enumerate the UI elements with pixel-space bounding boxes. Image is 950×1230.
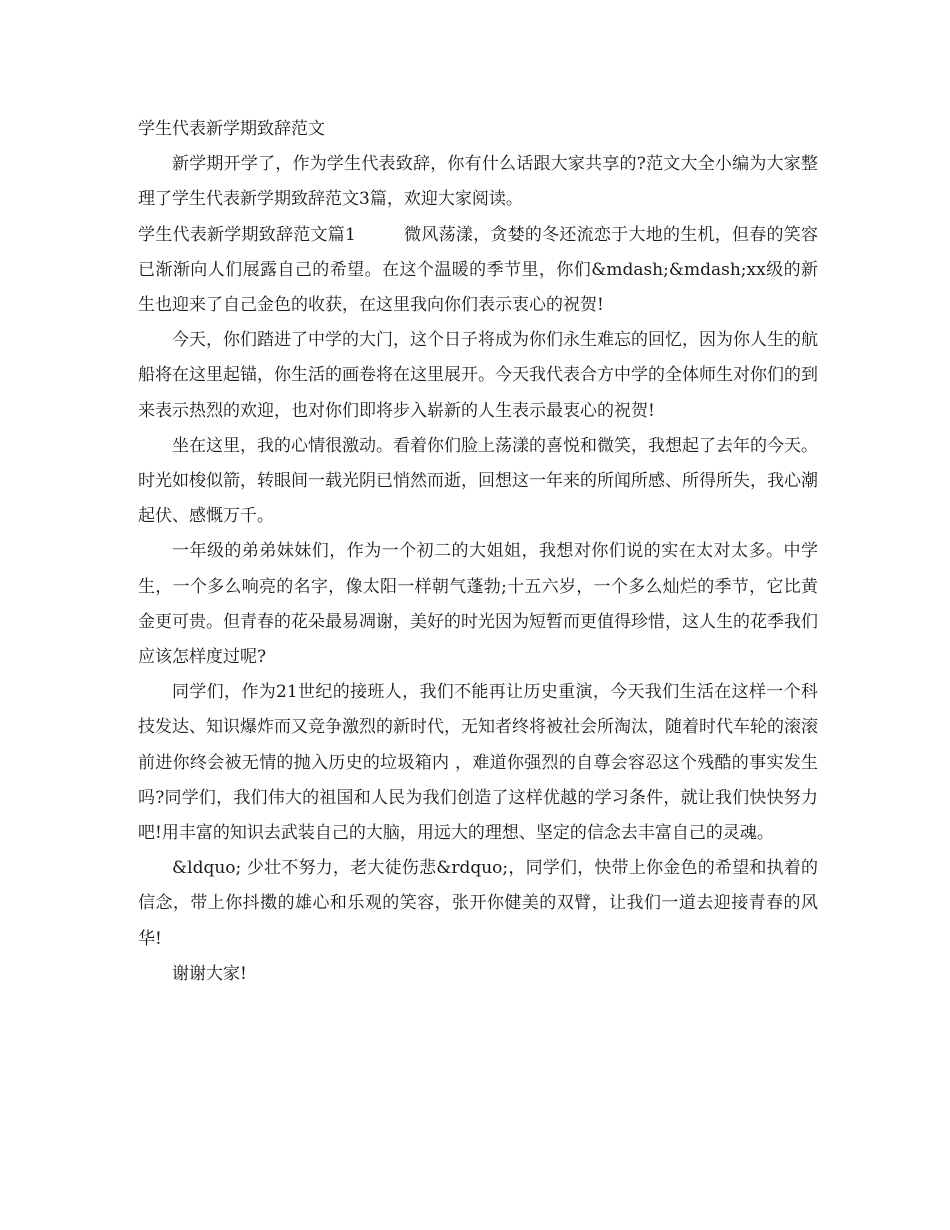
body-paragraph-3: 一年级的弟弟妹妹们，作为一个初二的大姐姐，我想对你们说的实在太对太多。中学生，一个多么响亮的名字，像太阳一样朝气蓬勃;十五六岁，一个多么灿烂的季节，它比黄金更可贵。但青春的花朵最易凋谢，美好的时光因为短暂而更值得珍惜，这人生的花季我们应该怎样度过呢?	[138, 541, 818, 668]
body-paragraph-4: 同学们，作为21世纪的接班人，我们不能再让历史重演，今天我们生活在这样一个科技发达、知识爆炸而又竞争激烈的新时代，无知者终将被社会所淘汰，随着时代车轮的滚滚前进你终会被无情的抛入历史的垃圾箱内 ，难道你强烈的自尊会容忍这个残酷的事实发生吗?同学们，我们伟大的祖国和人民为我们创造了这样优越的学习条件，就让我们快快努力吧!用丰富的知识去武装自己的大脑，用远大的理想、坚定的信念去丰富自己的灵魂。	[138, 682, 818, 844]
intro-paragraph: 新学期开学了，作为学生代表致辞，你有什么话跟大家共享的?范文大全小编为大家整理了学生代表新学期致辞范文3篇，欢迎大家阅读。	[138, 154, 818, 210]
section-paragraph	[138, 218, 818, 324]
section-heading: 学生代表新学期致辞范文篇1	[138, 224, 356, 245]
body-paragraph-1: 今天，你们踏进了中学的大门，这个日子将成为你们永生难忘的回忆，因为你人生的航船将在这里起锚，你生活的画卷将在这里展开。今天我代表合方中学的全体师生对你们的到来表示热烈的欢迎，也对你们即将步入崭新的人生表示最衷心的祝贺!	[138, 330, 818, 421]
section-first-text: 微风荡漾，贪婪的冬还流恋于大地的生机，但春的笑容已渐渐向人们展露自己的希望。在这个温暖的季节里，你们&mdash;&mdash;xx级的新生也迎来了自己金色的收获，在这里我向你们表示衷心的祝贺!	[138, 224, 818, 316]
closing-paragraph: 谢谢大家!	[172, 963, 247, 984]
body-paragraph-5: &ldquo; 少壮不努力，老大徒伤悲&rdquo;，同学们，快带上你金色的希望和执着的信念，带上你抖擞的雄心和乐观的笑容，张开你健美的双臂，让我们一道去迎接青春的风华!	[138, 858, 818, 949]
body-paragraph-2: 坐在这里，我的心情很激动。看着你们脸上荡漾的喜悦和微笑，我想起了去年的今天。时光如梭似箭，转眼间一载光阴已悄然而逝，回想这一年来的所闻所感、所得所失，我心潮起伏、感慨万千。	[138, 435, 818, 527]
document-body	[138, 112, 818, 992]
document-title: 学生代表新学期致辞范文	[138, 119, 325, 139]
